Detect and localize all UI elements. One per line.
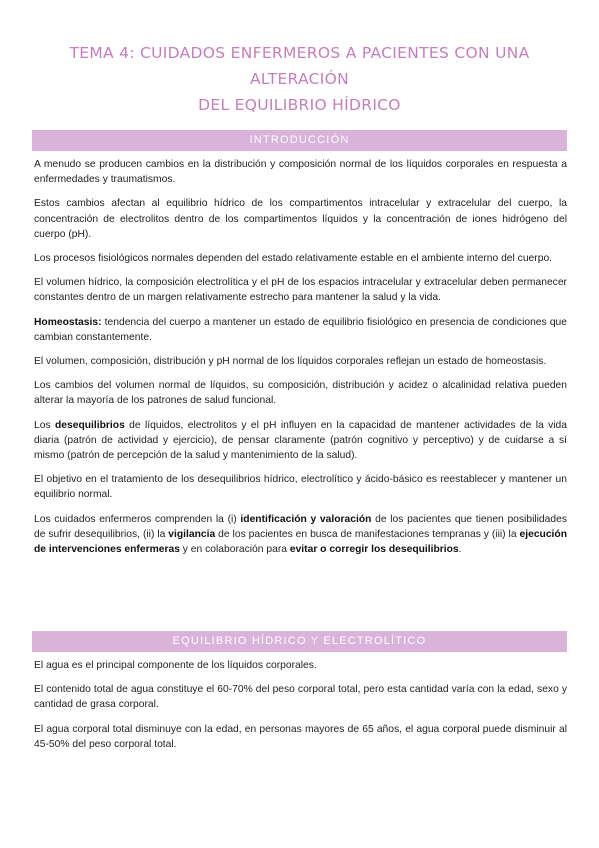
intro-paragraph-desequilibrios	[34, 418, 567, 464]
intro-paragraph-4: El volumen hídrico, la composición electrolítica y el pH de los espacios intracelular y extracelular deben permanecer constantes dentro de un margen relativamente estrecho para mantener la salud y la vida.	[34, 277, 567, 304]
equilibrio-paragraph-3: El agua corporal total disminuye con la edad, en personas mayores de 65 años, el agua corporal puede disminuir al 45-50% del peso corporal total.	[34, 723, 567, 750]
intro-paragraph-1: A menudo se producen cambios en la distribución y composición normal de los líquidos corporales en respuesta a enfermedades y traumatismos.	[34, 159, 567, 186]
intro-paragraph-cuidados	[34, 512, 567, 558]
section-equilibrio-hidrico	[32, 631, 567, 761]
page-title	[40, 40, 559, 118]
text-fragment: Los cuidados enfermeros comprenden la (i)	[34, 513, 241, 525]
intro-paragraph-7: Los cambios del volumen normal de líquidos, su composición, distribución y acidez o alcalinidad relativa pueden alterar la mayoría de los patrones de salud funcional.	[34, 380, 567, 407]
homeostasis-definition: tendencia del cuerpo a mantener un estado de equilibrio fisiológico en presencia de condiciones que cambian constantemente.	[34, 316, 567, 343]
text-fragment: y en colaboración para	[179, 544, 290, 556]
section-heading-equilibrio: EQUILIBRIO HÍDRICO Y ELECTROLÍTICO	[32, 631, 567, 652]
page-title-line-1: TEMA 4: CUIDADOS ENFERMEROS A PACIENTES CON UNA ALTERACIÓN	[69, 44, 530, 88]
bold-term: desequilibrios	[54, 419, 125, 431]
text-fragment: de líquidos, electrolitos y el pH influyen en la capacidad de mantener actividades de la vida diaria (patrón de actividad y ejercicio), de pensar claramente (patrón cognitivo y perceptivo) y de cuidarse a sí mismo (patrón de percepción de la salud y mantenimiento de la salud).	[34, 419, 567, 462]
equilibrio-paragraph-2: El contenido total de agua constituye el 60-70% del peso corporal total, pero esta cantidad varía con la edad, sexo y cantidad de grasa corporal.	[34, 684, 567, 711]
text-fragment: Los	[34, 419, 55, 431]
bold-term: evitar o corregir los desequilibrios	[289, 544, 459, 556]
text-fragment: de los pacientes en busca de manifestaciones tempranas y (iii) la	[215, 528, 520, 540]
section-heading-introduccion: INTRODUCCIÓN	[32, 130, 567, 151]
text-fragment: de los pacientes que tienen posibilidades de sufrir desequilibrios, (ii) la	[34, 513, 567, 540]
intro-paragraph-homeostasis	[34, 315, 567, 345]
intro-paragraph-6: El volumen, composición, distribución y pH normal de los líquidos corporales reflejan un estado de homeostasis.	[34, 356, 547, 368]
page-title-line-2: DEL EQUILIBRIO HÍDRICO	[198, 96, 401, 114]
intro-paragraph-2: Estos cambios afectan al equilibrio hídrico de los compartimentos intracelular y extracelular del cuerpo, la concentración de electrolitos dentro de los compartimentos líquidos y la concentración de iones hidrógeno del cuerpo (pH).	[34, 198, 567, 240]
bold-term: identificación y valoración	[240, 513, 372, 525]
section-introduccion	[32, 130, 567, 566]
intro-paragraph-9: El objetivo en el tratamiento de los desequilibrios hídrico, electrolítico y ácido-básico es reestablecer y mantener un equilibrio normal.	[34, 474, 567, 501]
bold-term: ejecución de intervenciones enfermeras	[34, 528, 567, 556]
intro-paragraph-3: Los procesos fisiológicos normales dependen del estado relativamente estable en el ambiente interno del cuerpo.	[34, 253, 553, 265]
bold-term: vigilancia	[168, 528, 216, 540]
text-fragment: .	[458, 544, 462, 556]
homeostasis-term: Homeostasis:	[34, 316, 102, 328]
equilibrio-paragraph-1: El agua es el principal componente de los líquidos corporales.	[34, 660, 317, 671]
